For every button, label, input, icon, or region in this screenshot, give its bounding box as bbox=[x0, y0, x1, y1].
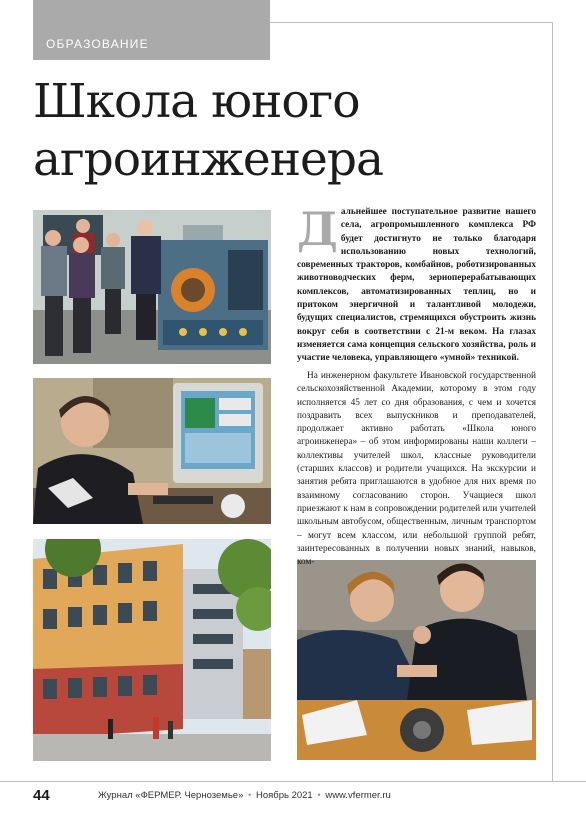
photo-student-computer bbox=[33, 378, 271, 524]
section-bar bbox=[33, 0, 270, 60]
title-line-2: агроинженера bbox=[33, 132, 383, 187]
footer-divider bbox=[0, 781, 586, 782]
article-body: На инженерном факультете Ивановской государственной сельскохозяйственной Академии, которому в этом году исполняется 45 лет со дня образования, с чем и хочется поздравить всех выпускников и преподавателей, продолжает активно работать «Школа юного агроинженера» – об этом информированы наши коллеги – коллективы учителей школ, классные руководители (старших классов) и родители учащихся. На экскурсии и занятия ребята приглашаются в удобное для них время по взаимному согласованию сторон. Учащиеся школ приезжают к нам в сопровождении родителей или учителей школьным автобусом, общественным, личным транспортом – могут всем классом, или небольшой группой ребят, заинтересованных в получении новых знаний, навыков, ком- bbox=[297, 371, 536, 568]
footer-issue: Ноябрь 2021 bbox=[255, 790, 313, 801]
section-label: ОБРАЗОВАНИЕ bbox=[46, 37, 149, 51]
footer-separator: • bbox=[317, 790, 321, 801]
footer-site[interactable]: www.vfermer.ru bbox=[325, 790, 391, 801]
footer-journal: Журнал «ФЕРМЕР. Черноземье» bbox=[98, 790, 244, 801]
article-title bbox=[33, 73, 533, 189]
lead-text: альнейшее поступательное развитие нашего села, агропромышленного комплекса РФ будет достигнуто не только благодаря использованию новых технологий, современных тракторов, комбайнов, роботизированных животноводческих ферм, зерноперерабатывающих комплексов, автоматизированных теплиц, но и притоком энергичной и талантливой молодежи, будущих специалистов, стремящихся обустроить жизнь вокруг себя в соответствии с 21-м веком. На глазах изменяется сама концепция сельского хозяйства, роль и участие человека, управляющего «умной» техникой. bbox=[297, 207, 536, 364]
title-line-1: Школа юного bbox=[33, 74, 360, 129]
photo-academy-building bbox=[33, 539, 271, 761]
drop-cap: Д bbox=[297, 202, 338, 256]
article-lead bbox=[297, 202, 536, 366]
photo-students-workshop bbox=[33, 210, 271, 364]
page-number: 44 bbox=[33, 787, 50, 804]
footer-separator: • bbox=[248, 790, 252, 801]
frame-top-line bbox=[270, 22, 552, 23]
frame-right-line bbox=[552, 22, 553, 782]
photo-students-gear bbox=[297, 560, 536, 760]
footer-credits bbox=[98, 790, 391, 801]
